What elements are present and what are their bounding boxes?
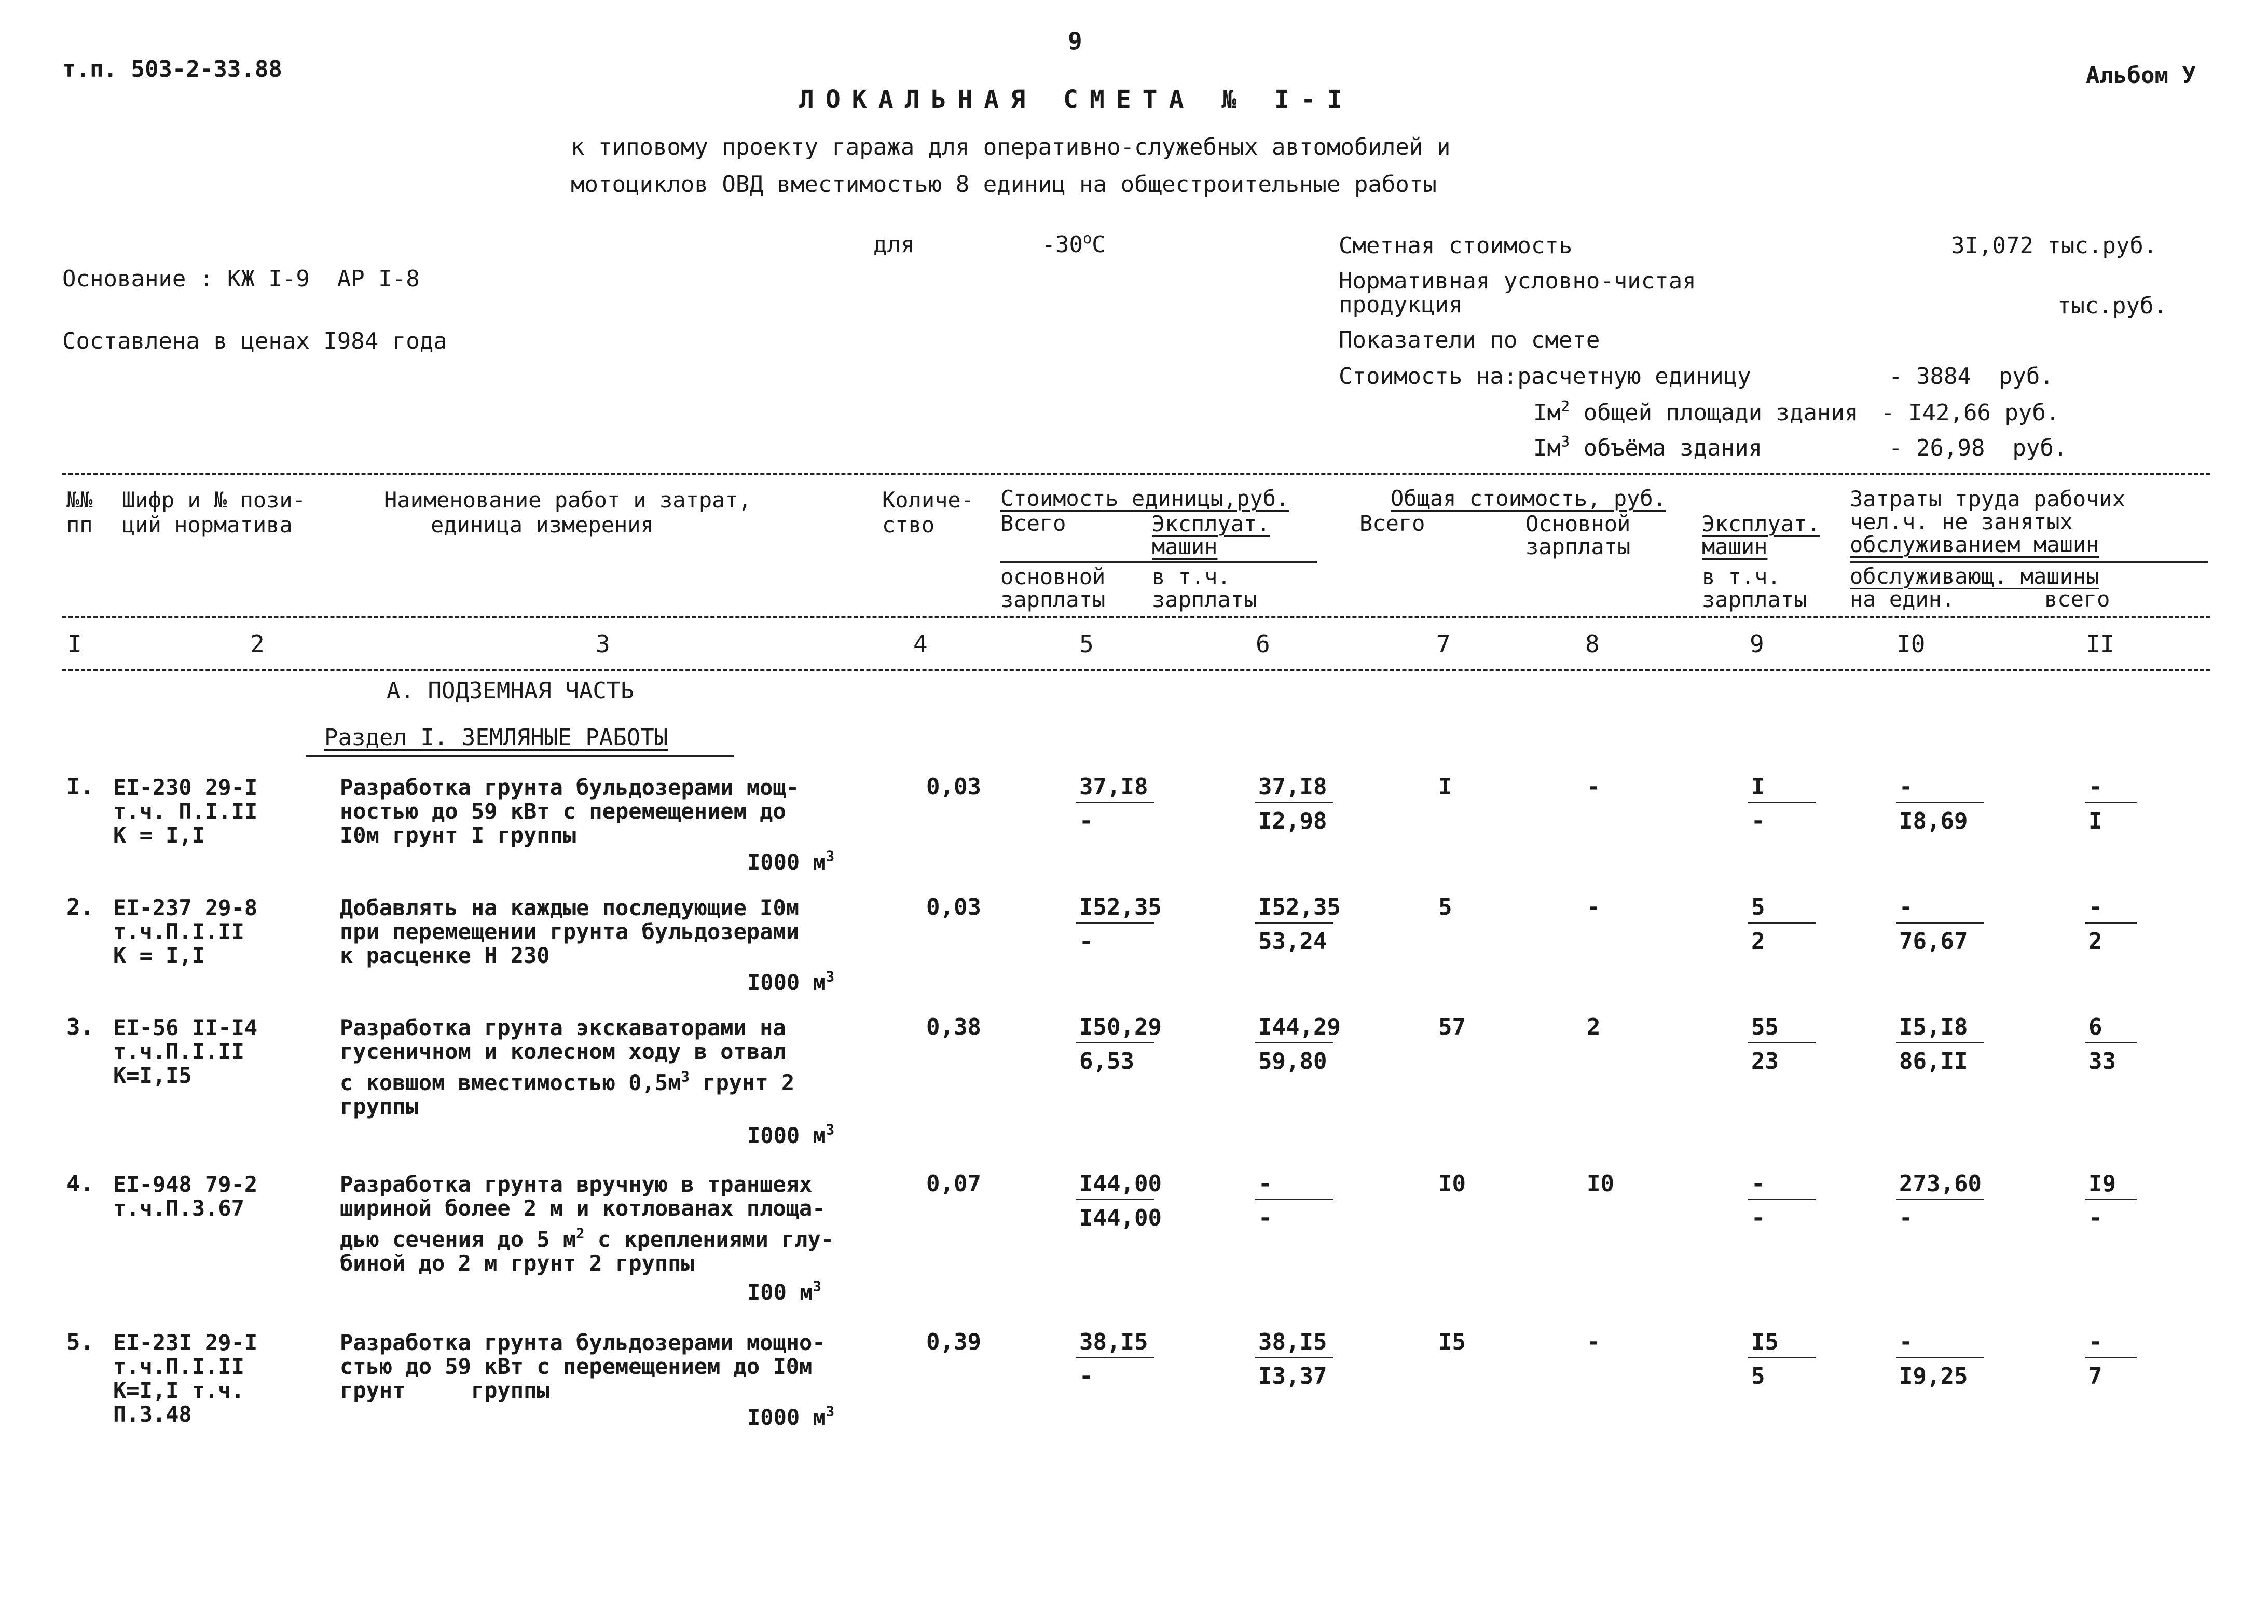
row-labor-total-b: 2 — [2088, 928, 2102, 955]
row-labor-total-underline — [2085, 1357, 2137, 1358]
row-labor-total: I9 — [2088, 1171, 2116, 1197]
row-total: I5 — [1438, 1329, 1466, 1355]
row-unit-machine-wage: 59,80 — [1258, 1048, 1327, 1075]
row-total-machine-underline — [1748, 922, 1816, 924]
col3-header: Наименование работ и затрат, единица измерения — [384, 487, 752, 538]
row-total: I — [1438, 774, 1452, 800]
row-work-name: Добавлять на каждые последующие I0м при перемещении грунта бульдозерами к расценке Н 230 — [340, 895, 800, 968]
row-total-machine-wage: - — [1751, 808, 1765, 834]
row-labor-total-underline — [2085, 1199, 2137, 1200]
row-work-name: Разработка грунта бульдозерами мощ- ностью до 59 кВт с перемещением до I0м грунт I группы — [340, 775, 800, 848]
row-total-machine-underline — [1748, 802, 1816, 803]
row-number: 5. — [66, 1329, 94, 1355]
indicators-label: Показатели по смете — [1339, 327, 1600, 353]
header-bottom-rule — [62, 616, 2210, 618]
row-unit-total: I52,35 — [1079, 894, 1162, 920]
row-unit-total-underline — [1076, 1199, 1154, 1200]
row-labor-total-underline — [2085, 1042, 2137, 1043]
row-quantity: 0,38 — [926, 1014, 981, 1040]
row-total-wage: - — [1587, 894, 1601, 920]
col11-header: всего — [2044, 586, 2110, 612]
total-cost-header: Общая стоимость, руб. — [1391, 486, 1667, 511]
subtitle-line-3 — [846, 211, 1106, 256]
col7-header: Всего — [1359, 511, 1425, 536]
row-labor-total-b: - — [2088, 1205, 2102, 1231]
row-total-wage: 2 — [1587, 1014, 1601, 1040]
row-labor-per-unit-b: 86,II — [1899, 1048, 1968, 1075]
col8-header: Основной зарплаты — [1525, 511, 1631, 559]
row-total-machine-wage: 2 — [1751, 928, 1765, 955]
row-unit-total-underline — [1076, 802, 1154, 803]
colnum-1: I — [67, 630, 82, 658]
row-unit-machine-underline — [1255, 802, 1333, 803]
row-work-name: Разработка грунта бульдозерами мощно- стью до 59 кВт с перемещением до I0м грунт группы — [340, 1330, 826, 1403]
row-unit-machine: 38,I5 — [1258, 1329, 1327, 1355]
colnum-3: 3 — [596, 630, 610, 658]
row-quantity: 0,03 — [926, 894, 981, 920]
row-unit-wage: - — [1079, 808, 1093, 834]
colnum-9: 9 — [1750, 630, 1764, 658]
album-label: Альбом У — [2086, 62, 2196, 89]
row-unit-machine: I52,35 — [1258, 894, 1341, 920]
per-area-label: $Iм^2$ общей площади здания — [1533, 397, 1859, 426]
row-total-machine: - — [1751, 1171, 1765, 1197]
row-labor-per-unit-b: I8,69 — [1899, 808, 1968, 834]
row-labor-per-unit-b: I9,25 — [1899, 1363, 1968, 1389]
row-unit-total-underline — [1076, 922, 1154, 924]
colnum-6: 6 — [1256, 630, 1270, 658]
row-quantity: 0,07 — [926, 1171, 981, 1197]
row-total-wage: I0 — [1587, 1171, 1614, 1197]
row-total: 5 — [1438, 894, 1452, 920]
row-quantity: 0,39 — [926, 1329, 981, 1355]
row-total: 57 — [1438, 1014, 1466, 1040]
row-number: 2. — [66, 894, 94, 920]
row-unit-wage: - — [1079, 1363, 1093, 1389]
row-unit-machine-wage: - — [1258, 1205, 1272, 1231]
row-unit-machine-underline — [1255, 922, 1333, 924]
col4-header: Количе- ство — [882, 487, 974, 538]
colnum-2: 2 — [250, 630, 265, 658]
row-unit-machine-underline — [1255, 1042, 1333, 1043]
cost-label: Сметная стоимость — [1339, 232, 1573, 259]
row-unit-total: 38,I5 — [1079, 1329, 1148, 1355]
row-code: ЕI-948 79-2 т.ч.П.3.67 — [113, 1172, 258, 1221]
col9-bottom-header: в т.ч. зарплаты — [1702, 564, 1807, 612]
row-unit-total-underline — [1076, 1357, 1154, 1358]
subtitle-line-2: мотоциклов ОВД вместимостью 8 единиц на общестроительные работы — [571, 171, 1437, 198]
unit-cost-divider — [1000, 561, 1317, 563]
row-unit-total: I50,29 — [1079, 1014, 1162, 1040]
row-labor-per-unit: - — [1899, 894, 1913, 920]
row-total-machine: I — [1751, 774, 1765, 800]
row-total-machine-wage: 23 — [1751, 1048, 1779, 1075]
row-total: I0 — [1438, 1171, 1466, 1197]
row-total-machine: 5 — [1751, 894, 1765, 920]
unit-cost-header: Стоимость единицы,руб. — [1000, 486, 1289, 511]
row-unit-total: I44,00 — [1079, 1171, 1162, 1197]
row-code: ЕI-23I 29-I т.ч.П.I.II К=I,I т.ч. П.3.48 — [113, 1330, 258, 1427]
section-a-title: А. ПОДЗЕМНАЯ ЧАСТЬ — [387, 678, 634, 704]
row-labor-total: 6 — [2088, 1014, 2102, 1040]
row-total-wage: - — [1587, 774, 1601, 800]
per-unit-value: - 3884 руб. — [1889, 363, 2054, 390]
colnum-7: 7 — [1436, 630, 1451, 658]
row-unit-machine-underline — [1255, 1199, 1333, 1200]
row-total-machine-wage: 5 — [1751, 1363, 1765, 1389]
labor-sub-header: обслуживающ. машины — [1850, 563, 2099, 589]
subtitle-line-1: к типовому проекту гаража для оперативно-служебных автомобилей и — [571, 134, 1451, 160]
row-unit: I000 $м^3$ — [747, 848, 835, 875]
row-labor-per-unit-underline — [1896, 1042, 1984, 1043]
per-volume-value: - 26,98 руб. — [1889, 435, 2068, 461]
row-unit-machine-wage: I3,37 — [1258, 1363, 1327, 1389]
row-labor-total-underline — [2085, 802, 2137, 803]
row-total-machine: 55 — [1751, 1014, 1779, 1040]
norm-value: тыс.руб. — [2057, 293, 2167, 319]
page-number: 9 — [1068, 27, 1082, 55]
cost-value: 3I,072 тыс.руб. — [1951, 232, 2157, 259]
row-code: ЕI-237 29-8 т.ч.П.I.II К = I,I — [113, 895, 258, 968]
row-labor-per-unit-underline — [1896, 922, 1984, 924]
row-code: ЕI-56 II-I4 т.ч.П.I.II К=I,I5 — [113, 1015, 258, 1088]
numbers-bottom-rule — [62, 669, 2210, 671]
col6-bottom-header: в т.ч. зарплаты — [1152, 564, 1257, 612]
section-1-underline — [306, 755, 734, 757]
row-unit-wage: I44,00 — [1079, 1205, 1162, 1231]
colnum-8: 8 — [1585, 630, 1600, 658]
table-top-rule — [62, 473, 2210, 475]
row-labor-total-underline — [2085, 922, 2137, 924]
row-unit-machine-wage: 53,24 — [1258, 928, 1327, 955]
row-unit-total: 37,I8 — [1079, 774, 1148, 800]
row-labor-per-unit: 273,60 — [1899, 1171, 1982, 1197]
row-total-machine-underline — [1748, 1357, 1816, 1358]
colnum-5: 5 — [1079, 630, 1094, 658]
row-total-machine-wage: - — [1751, 1205, 1765, 1231]
subtitle-for: для — [873, 231, 915, 258]
row-labor-per-unit-underline — [1896, 802, 1984, 803]
row-labor-per-unit-underline — [1896, 1199, 1984, 1200]
basis-line: Основание : КЖ I-9 АР I-8 — [62, 266, 420, 292]
per-volume-label: $Iм^3$ объёма здания — [1533, 432, 1763, 461]
labor-divider — [1850, 561, 2208, 563]
row-total-machine-underline — [1748, 1042, 1816, 1043]
row-unit-wage: 6,53 — [1079, 1048, 1134, 1075]
row-labor-total-b: 33 — [2088, 1048, 2116, 1075]
row-unit-total-underline — [1076, 1042, 1154, 1043]
labor-header: Затраты труда рабочих чел.ч. не занятых обслуживанием машин — [1850, 486, 2126, 557]
row-labor-total: - — [2088, 1329, 2102, 1355]
row-number: 4. — [66, 1171, 94, 1197]
per-area-value: - I42,66 руб. — [1881, 400, 2060, 426]
row-total-wage: - — [1587, 1329, 1601, 1355]
row-labor-per-unit-b: 76,67 — [1899, 928, 1968, 955]
row-unit: I000 $м^3$ — [747, 969, 835, 995]
row-labor-total: - — [2088, 774, 2102, 800]
colnum-11: II — [2086, 630, 2115, 658]
norm-label-2: продукция — [1339, 292, 1463, 318]
row-labor-per-unit: I5,I8 — [1899, 1014, 1968, 1040]
per-unit-label: Стоимость на:расчетную единицу — [1339, 363, 1751, 390]
row-unit: I00 $м^3$ — [747, 1278, 821, 1305]
row-quantity: 0,03 — [926, 774, 981, 800]
row-labor-total: - — [2088, 894, 2102, 920]
row-labor-total-b: I — [2088, 808, 2102, 834]
col1-header: №№ пп — [66, 487, 93, 538]
row-work-name: Разработка грунта вручную в траншеях шириной более 2 м и котлованах площа- дью сечения до 5 $м^2$ с креплениями глу- биной до 2 м грунт 2 группы — [340, 1172, 834, 1276]
row-number: 3. — [66, 1014, 94, 1040]
project-code: т.п. 503-2-33.88 — [62, 56, 282, 82]
row-unit: I000 $м^3$ — [747, 1122, 835, 1148]
row-number: I. — [66, 774, 94, 800]
document-title: ЛОКАЛЬНАЯ СМЕТА № I-I — [799, 85, 1354, 114]
row-labor-per-unit-b: - — [1899, 1205, 1913, 1231]
row-unit-machine: I44,29 — [1258, 1014, 1341, 1040]
row-total-machine-underline — [1748, 1199, 1816, 1200]
row-code: ЕI-230 29-I т.ч. П.I.II К = I,I — [113, 775, 258, 848]
section-1-title: Раздел I. ЗЕМЛЯНЫЕ РАБОТЫ — [324, 724, 668, 751]
row-total-machine: I5 — [1751, 1329, 1779, 1355]
colnum-10: I0 — [1896, 630, 1926, 658]
temperature-unit: С — [1092, 231, 1106, 258]
row-labor-total-b: 7 — [2088, 1363, 2102, 1389]
col9-top-header: Эксплуат. машин — [1702, 511, 1820, 559]
row-labor-per-unit-underline — [1896, 1357, 1984, 1358]
colnum-4: 4 — [913, 630, 928, 658]
norm-label-1: Нормативная условно-чистая — [1339, 268, 1696, 294]
row-unit: I000 $м^3$ — [747, 1403, 835, 1430]
col6-top-header: Эксплуат. машин — [1152, 511, 1270, 559]
col2-header: Шифр и № пози- ций норматива — [122, 487, 306, 538]
col10-header: на един. — [1850, 586, 1955, 612]
row-unit-machine-underline — [1255, 1357, 1333, 1358]
row-labor-per-unit: - — [1899, 774, 1913, 800]
col5-top-header: Всего — [1000, 511, 1066, 536]
row-unit-machine: 37,I8 — [1258, 774, 1327, 800]
row-unit-machine-wage: I2,98 — [1258, 808, 1327, 834]
temperature: -30 — [1041, 231, 1083, 258]
col5-bottom-header: основной зарплаты — [1000, 564, 1106, 612]
prices-line: Составлена в ценах I984 года — [62, 328, 447, 354]
degree-mark: о — [1082, 229, 1092, 247]
row-unit-wage: - — [1079, 928, 1093, 955]
row-unit-machine: - — [1258, 1171, 1272, 1197]
row-work-name: Разработка грунта экскаваторами на гусеничном и колесном ходу в отвал с ковшом вместимостью $0,5м^3$ грунт 2 группы — [340, 1015, 795, 1119]
row-labor-per-unit: - — [1899, 1329, 1913, 1355]
